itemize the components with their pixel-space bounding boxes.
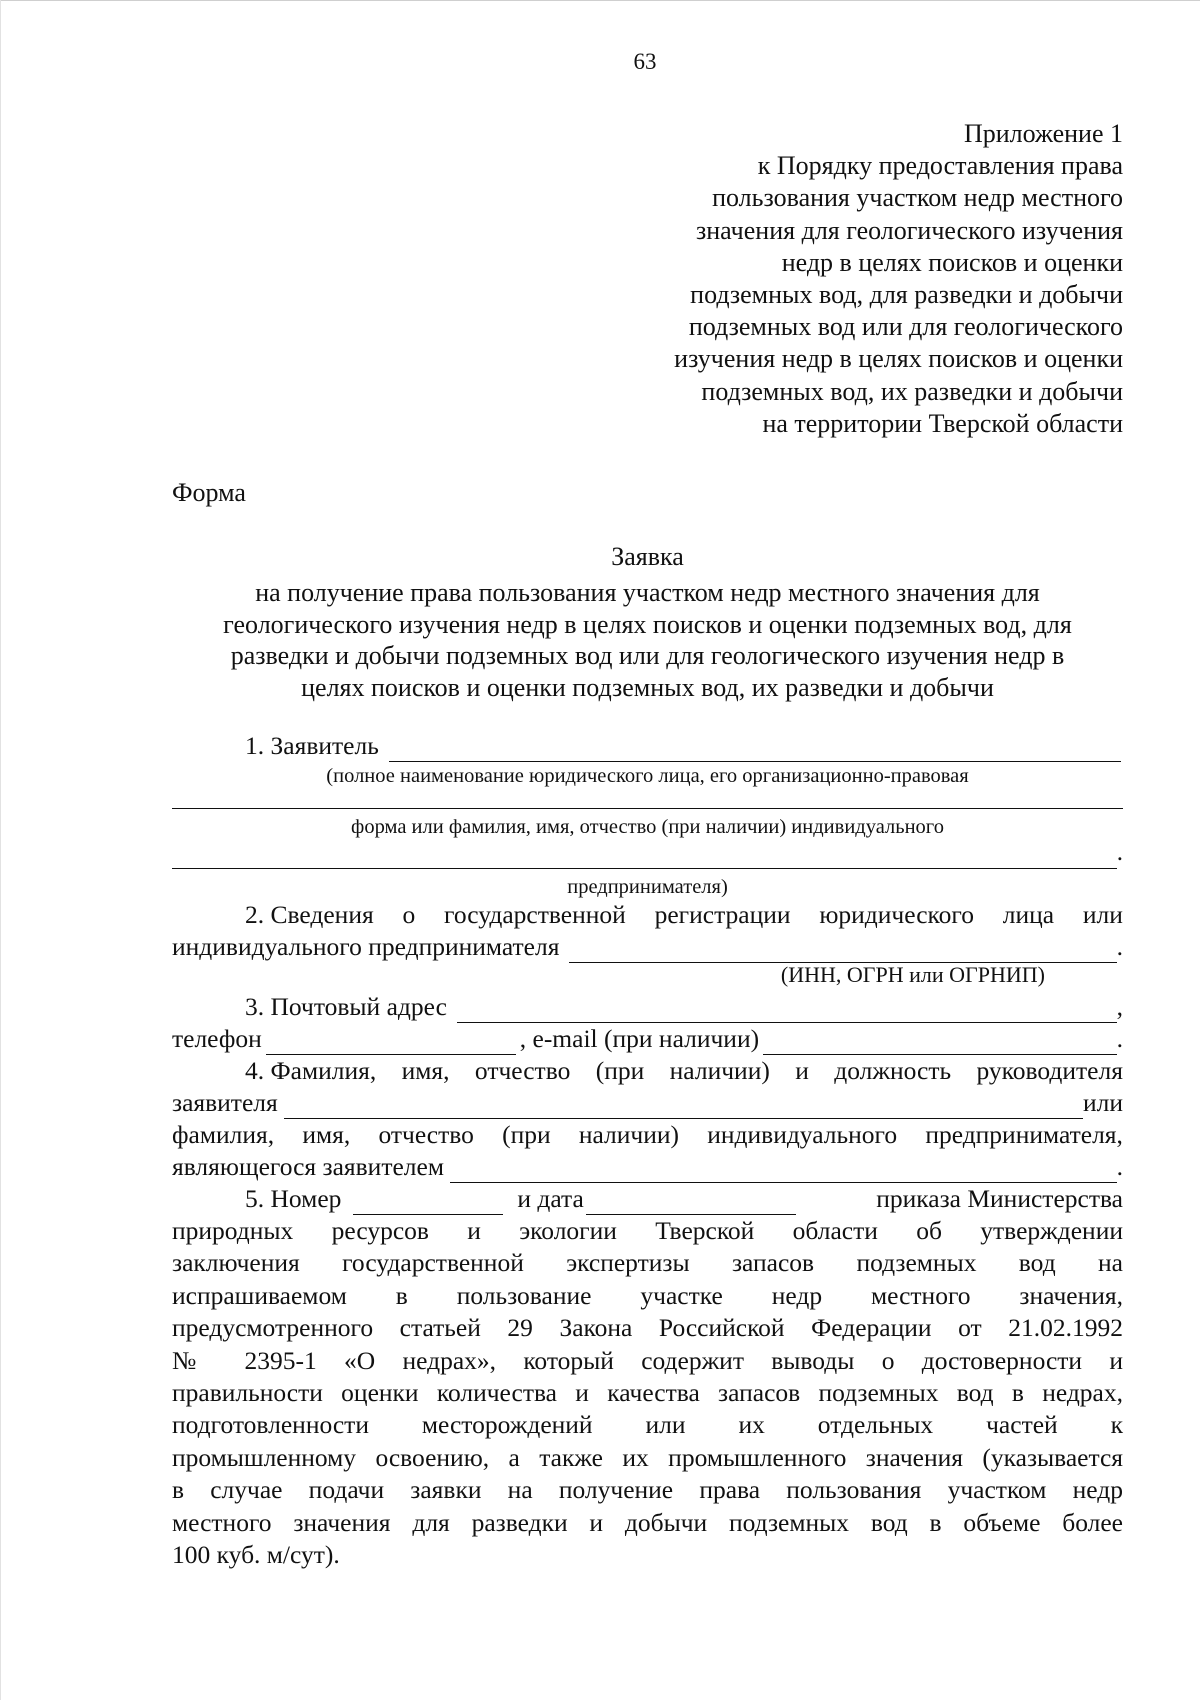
text-line: правильности оценки количества и качества запасов подземных вод в недрах, xyxy=(172,1377,1123,1407)
appendix-block xyxy=(563,118,1123,440)
word: (при xyxy=(502,1120,551,1149)
subtitle-line: геологического изучения недр в целях поисков и оценки подземных вод, для xyxy=(223,609,1072,639)
order-description xyxy=(172,1215,1123,1571)
comma-mark: , xyxy=(1116,992,1123,1021)
applicant-field[interactable] xyxy=(389,738,1121,762)
phone-label: телефон xyxy=(172,1024,262,1053)
applicant-hint-2: форма или фамилия, имя, отчество (при наличии) индивидуального xyxy=(351,816,944,838)
word: имя, xyxy=(302,1120,351,1149)
head-row-4 xyxy=(172,1151,1123,1183)
registration-field[interactable] xyxy=(569,939,1116,963)
word: государственной xyxy=(444,900,626,929)
word: 4. Фамилия, xyxy=(245,1056,377,1085)
document-title: Заявка xyxy=(611,542,684,571)
appendix-line: Приложение 1 xyxy=(963,119,1123,148)
word: должность xyxy=(834,1056,952,1085)
applicant-hint-3: предпринимателя) xyxy=(567,876,728,898)
page-number: 63 xyxy=(633,49,657,74)
applicant-label: 1. Заявитель xyxy=(245,731,379,760)
subtitle-line: разведки и добычи подземных вод или для геологического изучения недр в xyxy=(230,641,1065,670)
subtitle-line: целях поисков и оценки подземных вод, их разведки и добычи xyxy=(301,672,994,702)
contacts-row xyxy=(172,1023,1123,1055)
word: лица xyxy=(1002,900,1055,929)
text-line: местного значения для разведки и добычи подземных вод в объеме более xyxy=(172,1507,1123,1537)
word: фамилия, xyxy=(172,1120,275,1149)
text-line: природных ресурсов и экологии Тверской области об утверждении xyxy=(172,1216,1123,1245)
email-label: , e-mail (при наличии) xyxy=(519,1024,760,1053)
order-label-end: приказа Министерства xyxy=(876,1184,1123,1213)
text-line: подготовленности месторождений или их отдельных частей к xyxy=(172,1410,1123,1440)
appendix-line: значения для геологического изучения xyxy=(696,215,1123,245)
applicant-hint-1: (полное наименование юридического лица, его организационно-правовая xyxy=(326,765,969,787)
appendix-line: подземных вод, для разведки и добычи xyxy=(690,280,1123,310)
order-number-field[interactable] xyxy=(353,1191,503,1215)
phone-field[interactable] xyxy=(266,1031,516,1055)
head-or: или xyxy=(1082,1088,1123,1117)
document-subtitle xyxy=(172,577,1123,703)
period-mark: . xyxy=(1116,932,1123,961)
applicant-field-line-3[interactable] xyxy=(172,845,1117,869)
order-date-label: и дата xyxy=(517,1184,584,1213)
period-mark: . xyxy=(1116,1024,1123,1053)
registration-row-1 xyxy=(172,899,1123,931)
word: индивидуального xyxy=(707,1120,898,1149)
appendix-line: изучения недр в целях поисков и оценки xyxy=(674,344,1123,374)
text-line: в случае подачи заявки на получение права пользования участком недр xyxy=(172,1475,1123,1505)
text-line: испрашиваемом в пользование участке недр местного значения, xyxy=(172,1280,1123,1310)
form-content xyxy=(172,730,1123,1571)
text-line-last: 100 куб. м/сут). xyxy=(172,1539,340,1569)
word: 2. Сведения xyxy=(245,900,374,929)
head-label: заявителя xyxy=(172,1088,278,1117)
appendix-line: пользования участком недр местного xyxy=(712,183,1123,213)
form-label: Форма xyxy=(172,478,246,507)
applicant-row xyxy=(172,730,1123,762)
word: (при xyxy=(595,1056,645,1085)
appendix-line: на территории Тверской области xyxy=(762,408,1123,438)
word: или xyxy=(1082,900,1123,929)
text-line: предусмотренного статьей 29 Закона Российской Федерации от 21.02.1992 xyxy=(172,1313,1123,1343)
word: и xyxy=(795,1056,809,1085)
email-field[interactable] xyxy=(763,1031,1117,1055)
word: юридического xyxy=(819,900,974,929)
appendix-line: к Порядку предоставления права xyxy=(757,151,1123,181)
word: имя, xyxy=(401,1056,450,1085)
order-row xyxy=(172,1183,1123,1215)
head-field[interactable] xyxy=(284,1095,1083,1119)
text-line: № 2395-1 «О недрах», который содержит выводы о достоверности и xyxy=(172,1345,1123,1375)
word: регистрации xyxy=(654,900,791,929)
text-line: промышленному освоению, а также их промышленного значения (указывается xyxy=(172,1442,1123,1472)
period-mark: . xyxy=(1116,839,1123,866)
text-line: заключения государственной экспертизы запасов подземных вод на xyxy=(172,1248,1123,1278)
appendix-line: подземных вод, их разведки и добычи xyxy=(701,376,1123,406)
word: руководителя xyxy=(976,1056,1123,1085)
order-date-field[interactable] xyxy=(586,1191,796,1215)
head-row-3 xyxy=(172,1119,1123,1151)
entrepreneur-label: являющегося заявителем xyxy=(172,1152,444,1181)
head-row-2 xyxy=(172,1087,1123,1119)
applicant-field-line-3-row xyxy=(172,837,1123,869)
word: предпринимателя, xyxy=(925,1120,1123,1149)
address-row xyxy=(172,991,1123,1023)
word: наличии) xyxy=(578,1120,680,1149)
address-field[interactable] xyxy=(457,999,1117,1023)
word: наличии) xyxy=(669,1056,770,1085)
word: отчество xyxy=(474,1056,571,1085)
subtitle-line: на получение права пользования участком недр местного значения для xyxy=(255,578,1040,607)
registration-label: индивидуального предпринимателя xyxy=(172,932,560,961)
registration-hint: (ИНН, ОГРН или ОГРНИП) xyxy=(780,962,1045,987)
word: отчество xyxy=(378,1120,474,1149)
entrepreneur-field[interactable] xyxy=(450,1159,1117,1183)
page-edge-left xyxy=(0,0,1,1700)
period-mark: . xyxy=(1116,1152,1123,1181)
head-row-1 xyxy=(172,1055,1123,1087)
appendix-line: подземных вод или для геологического xyxy=(688,312,1123,342)
appendix-line: недр в целях поисков и оценки xyxy=(781,247,1123,277)
word: о xyxy=(402,900,416,929)
order-number-label: 5. Номер xyxy=(245,1184,342,1213)
page-edge-top xyxy=(0,0,1200,1)
address-label: 3. Почтовый адрес xyxy=(245,992,447,1021)
registration-row-2 xyxy=(172,931,1123,963)
